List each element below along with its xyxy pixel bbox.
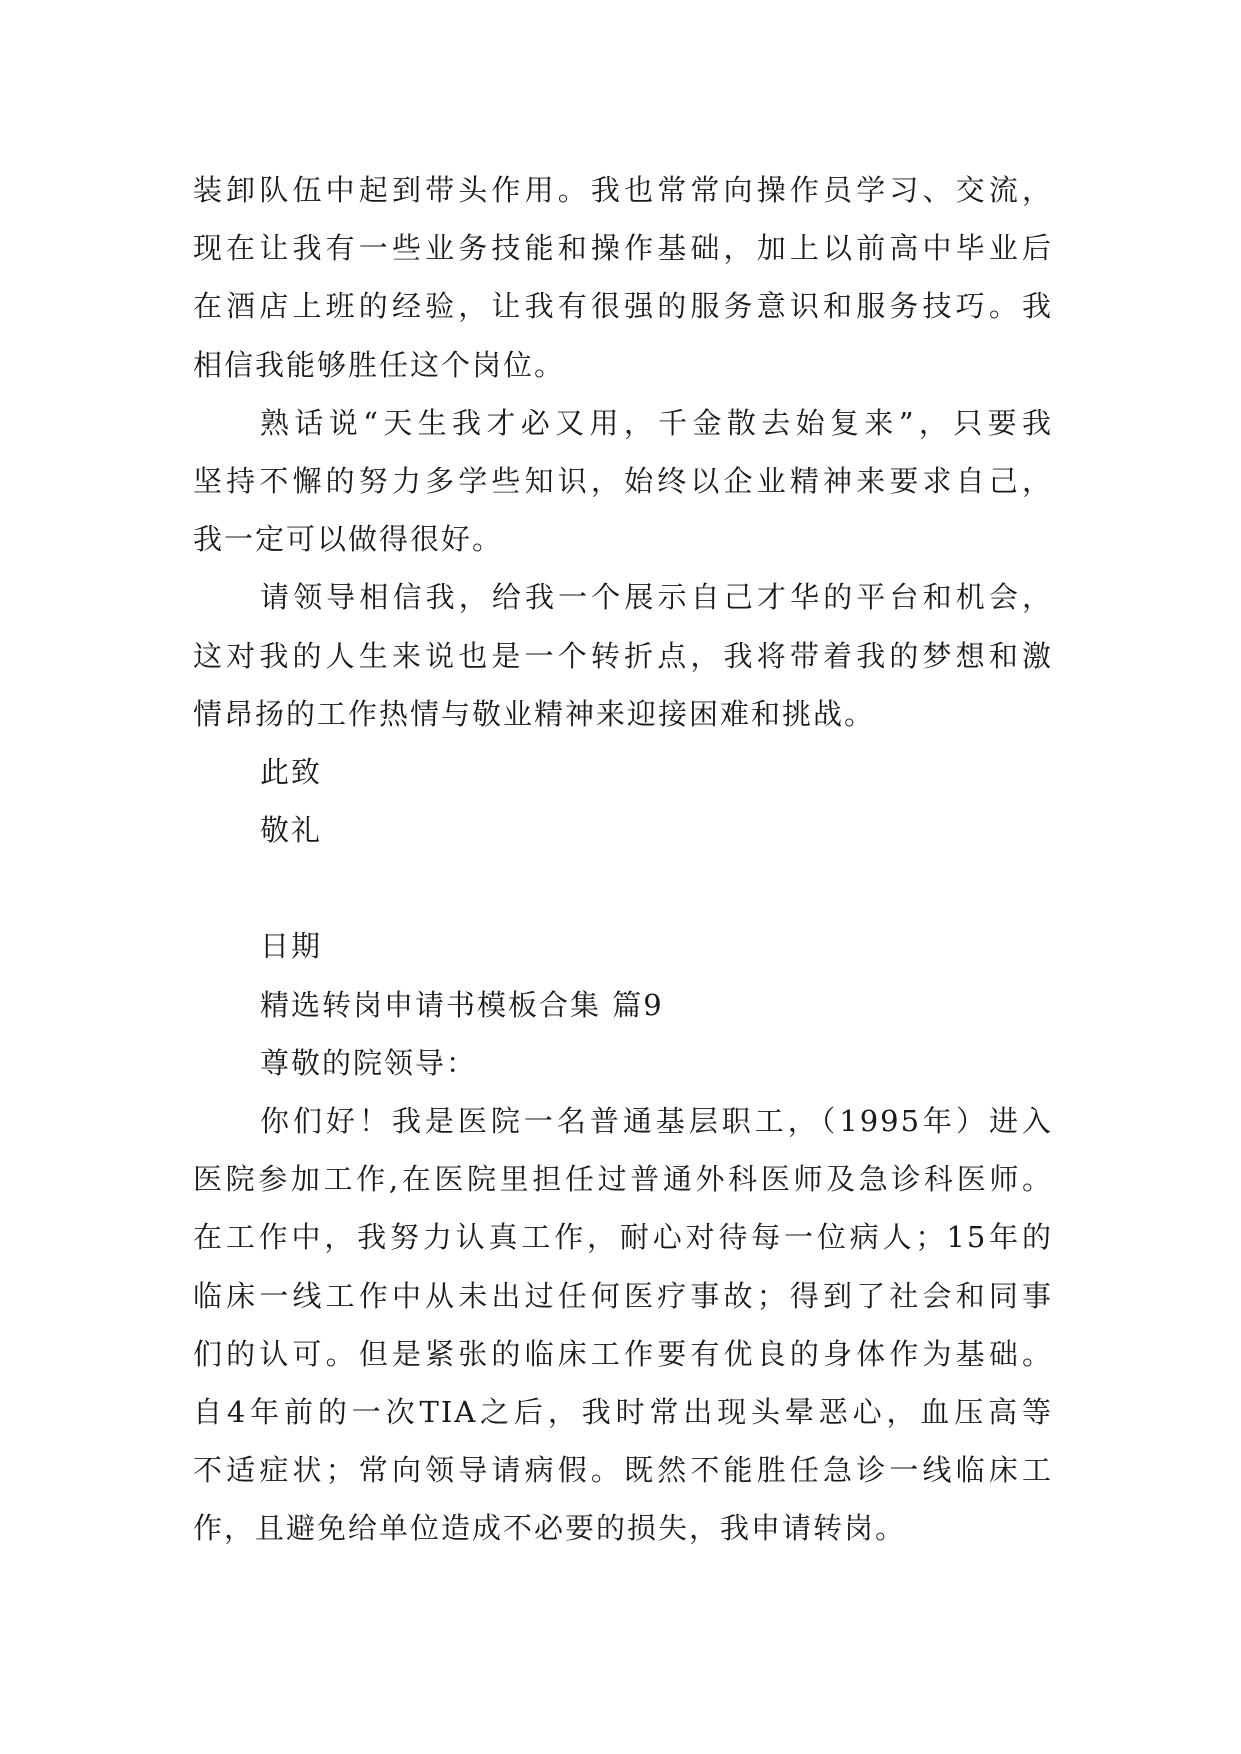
text-line: 自4年前的一次TIA之后，我时常出现头晕恶心，血压高等 (193, 1394, 1053, 1429)
blank-line (193, 859, 1053, 917)
document-body (193, 161, 1053, 1558)
closing-regards: 敬礼 (260, 813, 323, 848)
section-title: 精选转岗申请书模板合集 篇9 (260, 987, 664, 1022)
text-line: 情昂扬的工作热情与敬业精神来迎接困难和挑战。 (193, 696, 876, 731)
date-label: 日期 (260, 929, 323, 964)
text-line: 医院参加工作,在医院里担任过普通外科医师及急诊科医师。 (193, 1162, 1053, 1197)
text-line: 坚持不懈的努力多学些知识，始终以企业精神来要求自己， (193, 463, 1053, 498)
text-line: 不适症状；常向领导请病假。既然不能胜任急诊一线临床工 (193, 1453, 1053, 1488)
text-line: 现在让我有一些业务技能和操作基础，加上以前高中毕业后 (193, 231, 1053, 266)
text-line: 临床一线工作中从未出过任何医疗事故；得到了社会和同事 (193, 1278, 1053, 1313)
text-line: 在工作中，我努力认真工作，耐心对待每一位病人；15年的 (193, 1220, 1053, 1255)
text-line: 这对我的人生来说也是一个转折点，我将带着我的梦想和激 (193, 638, 1053, 673)
text-line: 们的认可。但是紧张的临床工作要有优良的身体作为基础。 (193, 1336, 1053, 1371)
text-line: 你们好！我是医院一名普通基层职工，（1995年）进入 (260, 1104, 1053, 1138)
text-line: 熟话说“天生我才必又用，千金散去始复来”，只要我 (260, 405, 1053, 440)
text-line: 相信我能够胜任这个岗位。 (193, 347, 566, 382)
text-line: 我一定可以做得很好。 (193, 522, 504, 557)
greeting: 尊敬的院领导： (260, 1045, 478, 1080)
text-line: 请领导相信我，给我一个展示自己才华的平台和机会， (260, 580, 1053, 615)
text-line: 在酒店上班的经验，让我有很强的服务意识和服务技巧。我 (193, 289, 1053, 324)
text-line: 作，且避免给单位造成不必要的损失，我申请转岗。 (193, 1511, 907, 1546)
text-line: 装卸队伍中起到带头作用。我也常常向操作员学习、交流， (193, 173, 1053, 207)
closing-salutation: 此致 (260, 754, 323, 789)
